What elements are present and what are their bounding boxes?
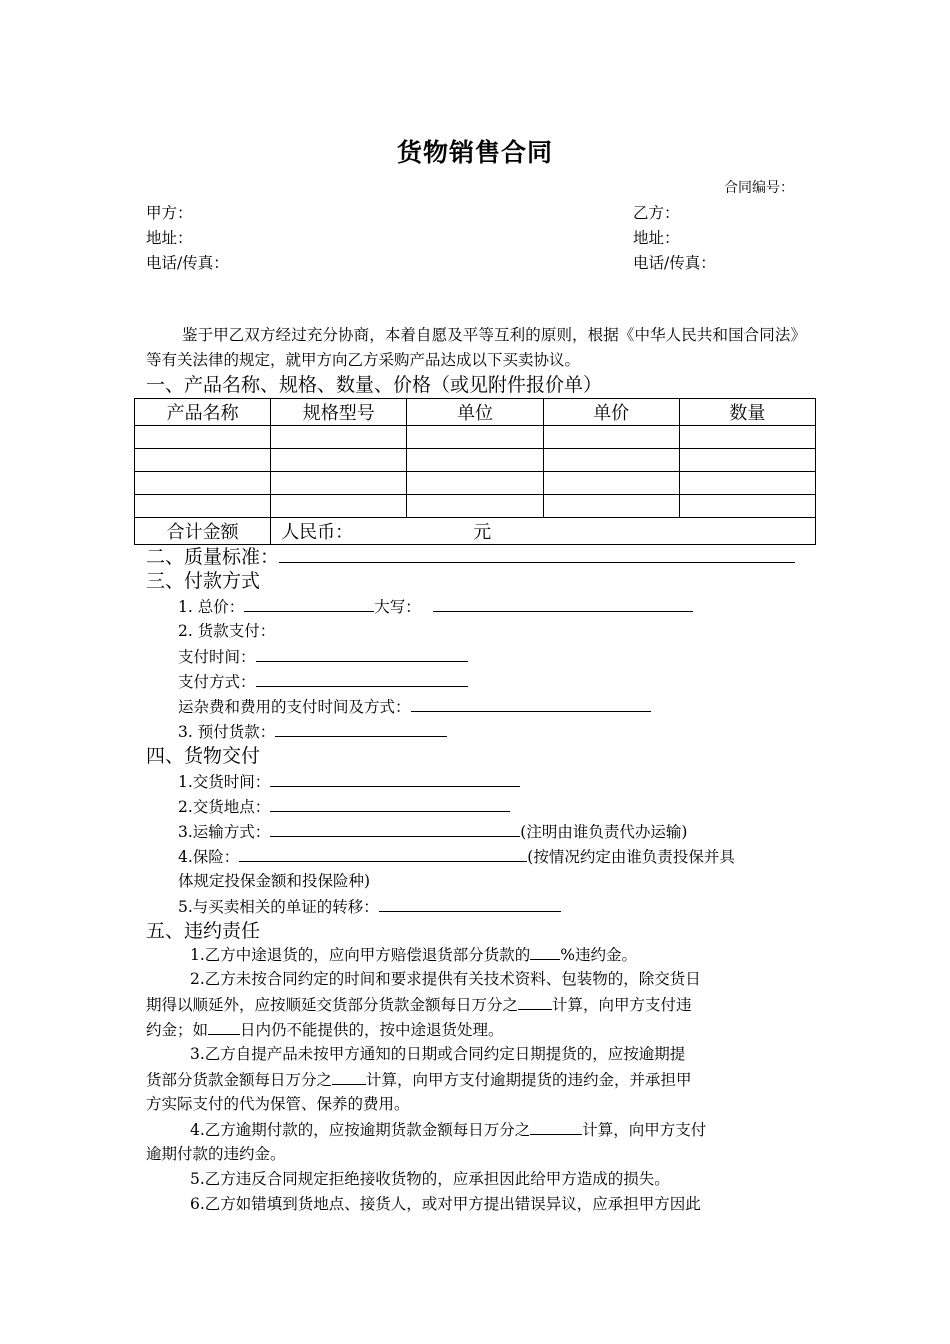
quality-standard-label: 二、质量标准： xyxy=(146,546,280,568)
table-row xyxy=(135,495,816,518)
delivery-place-field[interactable] xyxy=(270,796,510,812)
table-row xyxy=(135,449,816,472)
delivery-place-label: 2.交货地点： xyxy=(178,798,271,816)
delivery-time-label: 1.交货时间： xyxy=(178,773,271,791)
table-cell[interactable] xyxy=(679,426,815,449)
pay-time-field[interactable] xyxy=(256,646,468,662)
clause-6: 6.乙方如错填到货地点、接货人，或对甲方提出错误异议，应承担甲方因此 xyxy=(190,1195,701,1213)
prepay-label: 3. 预付货款： xyxy=(178,723,276,741)
total-price-label: 1. 总价： xyxy=(178,598,245,616)
clause-3-line1: 3.乙方自提产品未按甲方通知的日期或合同约定日期提货的，应按逾期提 xyxy=(190,1045,686,1063)
column-header: 产品名称 xyxy=(135,399,271,426)
party-b-label: 乙方： xyxy=(633,204,680,222)
table-cell[interactable] xyxy=(135,495,271,518)
phone-a-label: 电话/传真： xyxy=(146,254,229,272)
payment-label: 2. 货款支付： xyxy=(178,622,276,640)
table-cell[interactable] xyxy=(407,449,543,472)
table-cell[interactable] xyxy=(407,426,543,449)
prepay-field[interactable] xyxy=(275,721,447,737)
table-cell[interactable] xyxy=(543,495,679,518)
column-header: 数量 xyxy=(679,399,815,426)
insurance-row xyxy=(178,846,735,867)
table-cell[interactable] xyxy=(271,472,407,495)
clause-2-line3 xyxy=(146,1019,504,1040)
insurance-label: 4.保险： xyxy=(178,848,240,866)
clause-5: 5.乙方违反合同规定拒绝接收货物的，应承担因此给甲方造成的损失。 xyxy=(190,1170,670,1188)
misc-fee-row xyxy=(178,696,651,717)
section3-heading: 三、付款方式 xyxy=(146,570,261,592)
delay-rate-field[interactable] xyxy=(518,994,552,1010)
total-price-row xyxy=(178,596,693,617)
prepay-row xyxy=(178,721,447,742)
address-b-label: 地址： xyxy=(633,229,680,247)
clause-text: 货部分货款金额每日万分之 xyxy=(146,1071,333,1089)
table-cell[interactable] xyxy=(135,472,271,495)
table-cell[interactable] xyxy=(271,426,407,449)
pay-method-row xyxy=(178,671,468,692)
contract-number-label: 合同编号： xyxy=(724,180,794,196)
clause-2-line1: 2.乙方未按合同约定的时间和要求提供有关技术资料、包装物的，除交货日 xyxy=(190,970,701,988)
clause-text: 约金；如 xyxy=(146,1021,209,1039)
table-cell[interactable] xyxy=(543,426,679,449)
phone-b-label: 电话/传真： xyxy=(633,254,716,272)
section1-heading: 一、产品名称、规格、数量、价格（或见附件报价单） xyxy=(146,374,603,396)
transport-field[interactable] xyxy=(270,821,520,837)
table-cell[interactable] xyxy=(271,495,407,518)
capital-label: 大写： xyxy=(374,598,421,616)
clause-text: 4.乙方逾期付款的，应按逾期货款金额每日万分之 xyxy=(190,1121,531,1139)
clause-3-line2 xyxy=(146,1069,692,1090)
insurance-note: (按情况约定由谁负责投保并具 xyxy=(527,848,735,866)
transport-note: (注明由谁负责代办运输) xyxy=(520,823,688,841)
clause-text: 期得以顺延外，应按顺延交货部分货款金额每日万分之 xyxy=(146,996,519,1014)
table-cell[interactable] xyxy=(135,449,271,472)
column-header: 单价 xyxy=(543,399,679,426)
days-field[interactable] xyxy=(208,1019,240,1035)
table-cell[interactable] xyxy=(271,449,407,472)
clause-1 xyxy=(190,944,637,965)
pay-method-field[interactable] xyxy=(256,671,468,687)
total-price-field[interactable] xyxy=(244,596,374,612)
table-cell[interactable] xyxy=(543,449,679,472)
document-title: 货物销售合同 xyxy=(396,138,553,167)
address-a-label: 地址： xyxy=(146,229,193,247)
section2-heading xyxy=(146,545,795,569)
pay-time-label: 支付时间： xyxy=(178,648,256,666)
insurance-field[interactable] xyxy=(239,846,527,862)
clause-text: 计算，向甲方支付违 xyxy=(552,996,692,1014)
section5-heading: 五、违约责任 xyxy=(146,920,261,942)
table-row xyxy=(135,472,816,495)
table-cell[interactable] xyxy=(679,449,815,472)
intro-paragraph: 鉴于甲乙双方经过充分协商，本着自愿及平等互利的原则，根据《中华人民共和国合同法》等有关法律的规定，就甲方向乙方采购产品达成以下买卖协议。 xyxy=(146,326,806,369)
clause-text: %违约金。 xyxy=(560,946,638,964)
table-cell[interactable] xyxy=(407,472,543,495)
column-header: 规格型号 xyxy=(271,399,407,426)
table-cell[interactable] xyxy=(679,495,815,518)
section4-heading: 四、货物交付 xyxy=(146,745,261,767)
documents-label: 5.与买卖相关的单证的转移： xyxy=(178,898,379,916)
table-cell[interactable] xyxy=(543,472,679,495)
refund-percent-field[interactable] xyxy=(530,944,560,960)
party-a-label: 甲方： xyxy=(146,204,193,222)
total-unit: 元 xyxy=(473,522,492,543)
table-cell[interactable] xyxy=(679,472,815,495)
documents-row xyxy=(178,896,561,917)
total-label: 合计金额 xyxy=(135,518,271,545)
quality-standard-field[interactable] xyxy=(279,547,795,563)
misc-fee-label: 运杂费和费用的支付时间及方式： xyxy=(178,698,411,716)
pay-method-label: 支付方式： xyxy=(178,673,256,691)
total-row xyxy=(135,518,816,545)
table-cell[interactable] xyxy=(407,495,543,518)
transport-label: 3.运输方式： xyxy=(178,823,271,841)
table-header-row xyxy=(135,399,816,426)
clause-text: 1.乙方中途退货的，应向甲方赔偿退货部分货款的 xyxy=(190,946,531,964)
delivery-time-row xyxy=(178,771,520,792)
table-row xyxy=(135,426,816,449)
total-amount-cell[interactable] xyxy=(271,518,816,545)
capital-amount-field[interactable] xyxy=(433,596,693,612)
clause-3-line3: 方实际支付的代为保管、保养的费用。 xyxy=(146,1095,410,1113)
pay-time-row xyxy=(178,646,468,667)
delivery-time-field[interactable] xyxy=(270,771,520,787)
insurance-note-continued: 体规定投保金额和投保险种) xyxy=(178,872,371,890)
table-cell[interactable] xyxy=(135,426,271,449)
clause-4-line1 xyxy=(190,1119,706,1140)
late-payment-rate-field[interactable] xyxy=(530,1119,582,1135)
clause-4-line2: 逾期付款的违约金。 xyxy=(146,1145,286,1163)
transport-row xyxy=(178,821,687,842)
pickup-rate-field[interactable] xyxy=(332,1069,366,1085)
clause-text: 计算，向甲方支付逾期提货的违约金，并承担甲 xyxy=(366,1071,692,1089)
delivery-place-row xyxy=(178,796,510,817)
misc-fee-field[interactable] xyxy=(411,696,651,712)
product-table xyxy=(134,398,816,545)
total-currency: 人民币： xyxy=(281,522,354,543)
documents-field[interactable] xyxy=(379,896,561,912)
column-header: 单位 xyxy=(407,399,543,426)
clause-text: 计算，向甲方支付 xyxy=(582,1121,707,1139)
clause-2-line2 xyxy=(146,994,692,1015)
clause-text: 日内仍不能提供的，按中途退货处理。 xyxy=(240,1021,504,1039)
